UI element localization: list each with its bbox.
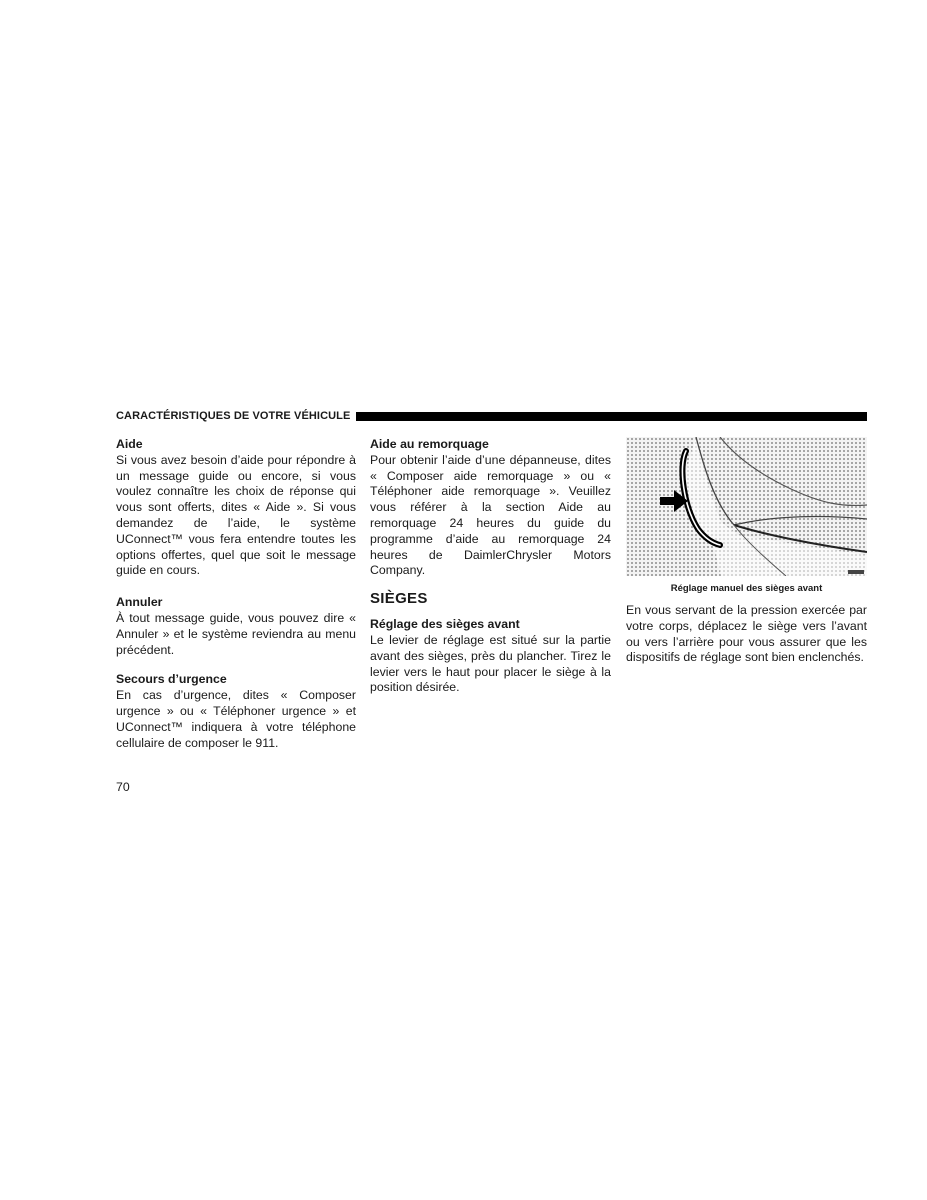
column-middle: [370, 437, 611, 705]
page-number: 70: [116, 780, 130, 794]
heading-secours: Secours d’urgence: [116, 672, 227, 687]
text-reglage: Le levier de réglage est situé sur la partie avant des sièges, près du plancher. Tirez le levier vers le haut pour placer le siège à la position désirée.: [370, 632, 611, 695]
column-right: [626, 437, 867, 666]
heading-annuler: Annuler: [116, 595, 163, 610]
section-remorquage: [370, 437, 611, 579]
text-seat-pressure: En vous servant de la pression exercée par votre corps, déplacez le siège vers l’avant ou vers l’arrière pour vous assurer que les dispositifs de réglage sont bien enclenchés.: [626, 603, 867, 665]
page-header: [116, 408, 867, 424]
text-secours: En cas d’urgence, dites « Composer urgence » ou « Téléphoner urgence » et UConnect™ indiquera à votre téléphone cellulaire de composer le 911.: [116, 688, 356, 750]
text-remorquage: Pour obtenir l’aide d’une dépanneuse, dites « Composer aide remorquage » ou « Téléphoner aide remorquage ». Veuillez vous référer à la section Aide au remorquage 24 heures du guide du programme d’aide au remorquage 24 heures de DaimlerChrysler Motors Company.: [370, 452, 611, 578]
heading-aide: Aide: [116, 437, 143, 451]
column-left: [116, 437, 356, 760]
heading-reglage: Réglage des sièges avant: [370, 617, 520, 632]
seat-lever-illustration: [626, 437, 867, 576]
text-aide: Si vous avez besoin d’aide pour répondre à un message guide ou encore, si vous voulez connaître les choix de réponse qui vous sont offerts, dites « Aide ». Si vous demandez de l’aide, le système UConnect™ vous fera entendre toutes les options offertes, quel que soit le message guide en cours.: [116, 452, 356, 578]
section-secours: [116, 672, 356, 751]
figure-caption: Réglage manuel des sièges avant: [670, 583, 823, 594]
header-title: CARACTÉRISTIQUES DE VOTRE VÉHICULE: [116, 410, 351, 422]
text-annuler: À tout message guide, vous pouvez dire « Annuler » et le système reviendra au menu précédent.: [116, 610, 356, 657]
section-aide: [116, 437, 356, 579]
section-annuler: [116, 595, 356, 658]
header-rule: [356, 412, 867, 421]
seat-illustration-svg: [626, 437, 867, 576]
heading-remorquage: Aide au remorquage: [370, 437, 489, 451]
section-reglage: [370, 617, 611, 696]
section-title-sieges: SIÈGES: [370, 590, 428, 608]
